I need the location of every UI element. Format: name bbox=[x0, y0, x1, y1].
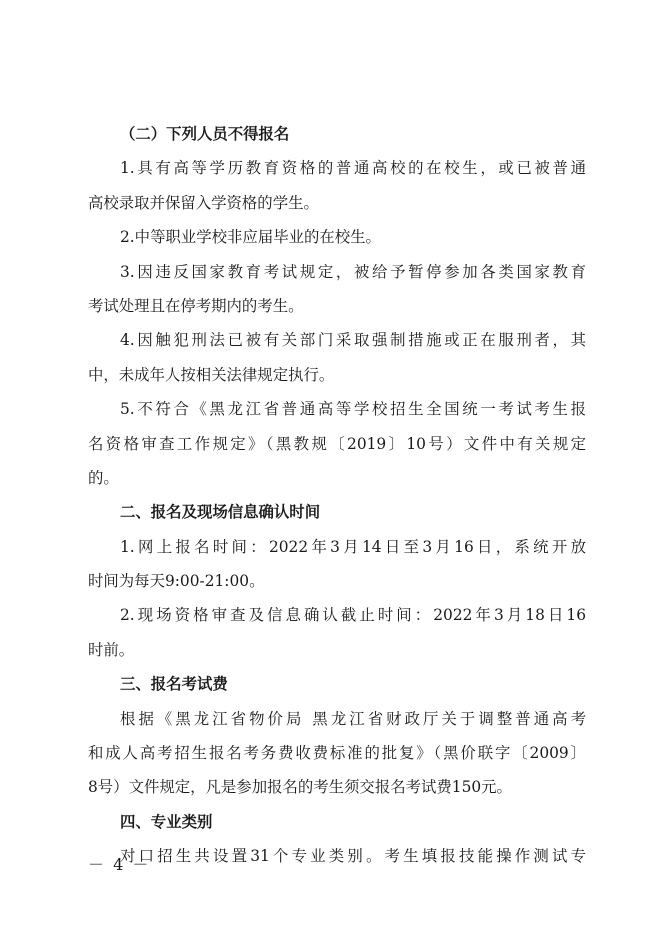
section-heading-ineligible: （二）下列人员不得报名 bbox=[120, 125, 290, 143]
document-body bbox=[88, 117, 586, 874]
paragraph-line: 2.中等职业学校非应届毕业的在校生。 bbox=[120, 228, 381, 247]
paragraph-line: 考试处理且在停考期内的考生。 bbox=[88, 296, 304, 315]
paragraph-line: 名资格审查工作规定》（黑教规〔2019〕10号）文件中有关规定 bbox=[88, 434, 586, 453]
paragraph-line: 1.具有高等学历教育资格的普通高校的在校生，或已被普通 bbox=[120, 159, 586, 178]
paragraph-line: 3.因违反国家教育考试规定，被给予暂停参加各类国家教育 bbox=[120, 262, 586, 281]
paragraph-line: 1.网上报名时间：2022年3月14日至3月16日，系统开放 bbox=[120, 537, 586, 556]
paragraph-line: 和成人高考招生报名考务费收费标准的批复》（黑价联字〔2009〕 bbox=[88, 744, 586, 763]
paragraph-line: 根据《黑龙江省物价局 黑龙江省财政厅关于调整普通高考 bbox=[120, 709, 586, 728]
page-number: － 4 － bbox=[88, 855, 151, 874]
paragraph-line: 中，未成年人按相关法律规定执行。 bbox=[88, 365, 335, 384]
section-heading-registration-time: 二、报名及现场信息确认时间 bbox=[120, 503, 321, 522]
paragraph-line: 4.因触犯刑法已被有关部门采取强制措施或正在服刑者，其 bbox=[120, 331, 586, 350]
paragraph-line: 对口招生共设置31个专业类别。考生填报技能操作测试专 bbox=[120, 847, 586, 866]
paragraph-line: 8号）文件规定，凡是参加报名的考生须交报名考试费150元。 bbox=[88, 778, 512, 797]
paragraph-line: 时间为每天9:00-21:00。 bbox=[88, 572, 265, 591]
paragraph-line: 5.不符合《黑龙江省普通高等学校招生全国统一考试考生报 bbox=[120, 400, 586, 419]
paragraph-line: 时前。 bbox=[88, 640, 135, 659]
section-heading-major-categories: 四、专业类别 bbox=[120, 812, 213, 831]
paragraph-line: 高校录取并保留入学资格的学生。 bbox=[88, 193, 319, 212]
section-heading-exam-fee: 三、报名考试费 bbox=[120, 675, 228, 694]
paragraph-line: 2.现场资格审查及信息确认截止时间：2022年3月18日16 bbox=[120, 606, 586, 625]
paragraph-line: 的。 bbox=[88, 468, 119, 487]
